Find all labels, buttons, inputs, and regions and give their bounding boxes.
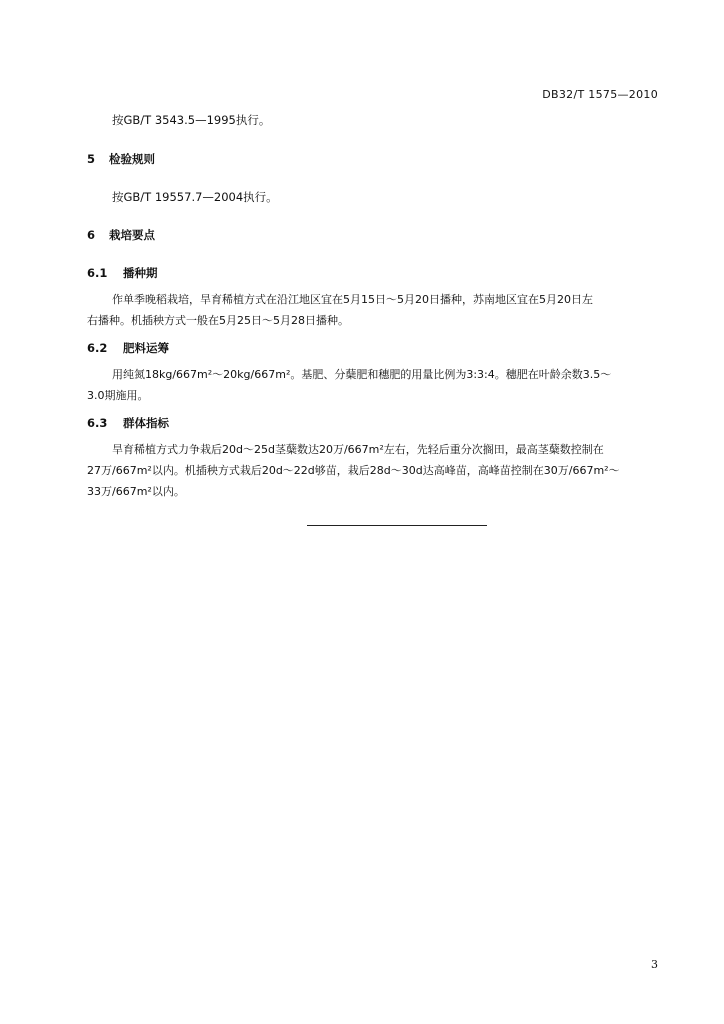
section-4-tail-text: 按GB/T 3543.5—1995执行。 (112, 113, 271, 127)
section-5-heading (87, 149, 155, 169)
section-6-1-title: 播种期 (123, 266, 158, 280)
section-6-3-heading (87, 413, 169, 433)
section-6-2-number: 6.2 (87, 341, 108, 355)
end-divider-line (307, 525, 487, 526)
section-6-2-heading (87, 338, 169, 358)
section-6-heading (87, 225, 155, 245)
section-6-1-number: 6.1 (87, 266, 108, 280)
section-6-title: 栽培要点 (109, 228, 155, 242)
section-6-3-line-2: 27万/667m²以内。机插秧方式栽后20d～22d够苗，栽后28d～30d达高峰苗，高峰苗控制在30万/667m²～ (87, 464, 620, 477)
section-6-number: 6 (87, 228, 96, 242)
section-6-2-line-1: 用纯氮18kg/667m²～20kg/667m²。基肥、分蘖肥和穗肥的用量比例为3:3:4。穗肥在叶龄余数3.5～ (112, 368, 612, 381)
section-5-text: 按GB/T 19557.7—2004执行。 (112, 190, 278, 204)
section-6-3-number: 6.3 (87, 416, 108, 430)
section-5-number: 5 (87, 152, 96, 166)
page-number: 3 (651, 958, 658, 971)
section-6-3-line-1: 旱育稀植方式力争栽后20d～25d茎蘖数达20万/667m²左右，先轻后重分次搁田，最高茎蘖数控制在 (112, 443, 604, 456)
section-6-2-line-2: 3.0期施用。 (87, 389, 149, 402)
section-6-2-title: 肥料运筹 (123, 341, 169, 355)
section-5-title: 检验规则 (109, 152, 155, 166)
section-6-1-line-1: 作单季晚稻栽培，旱育稀植方式在沿江地区宜在5月15日～5月20日播种，苏南地区宜在5月20日左 (112, 293, 593, 306)
section-6-1-heading (87, 263, 158, 283)
section-6-3-line-3: 33万/667m²以内。 (87, 485, 185, 498)
section-6-1-line-2: 右播种。机插秧方式一般在5月25日～5月28日播种。 (87, 314, 349, 327)
section-6-3-title: 群体指标 (123, 416, 169, 430)
standard-code-header: DB32/T 1575—2010 (542, 88, 658, 101)
